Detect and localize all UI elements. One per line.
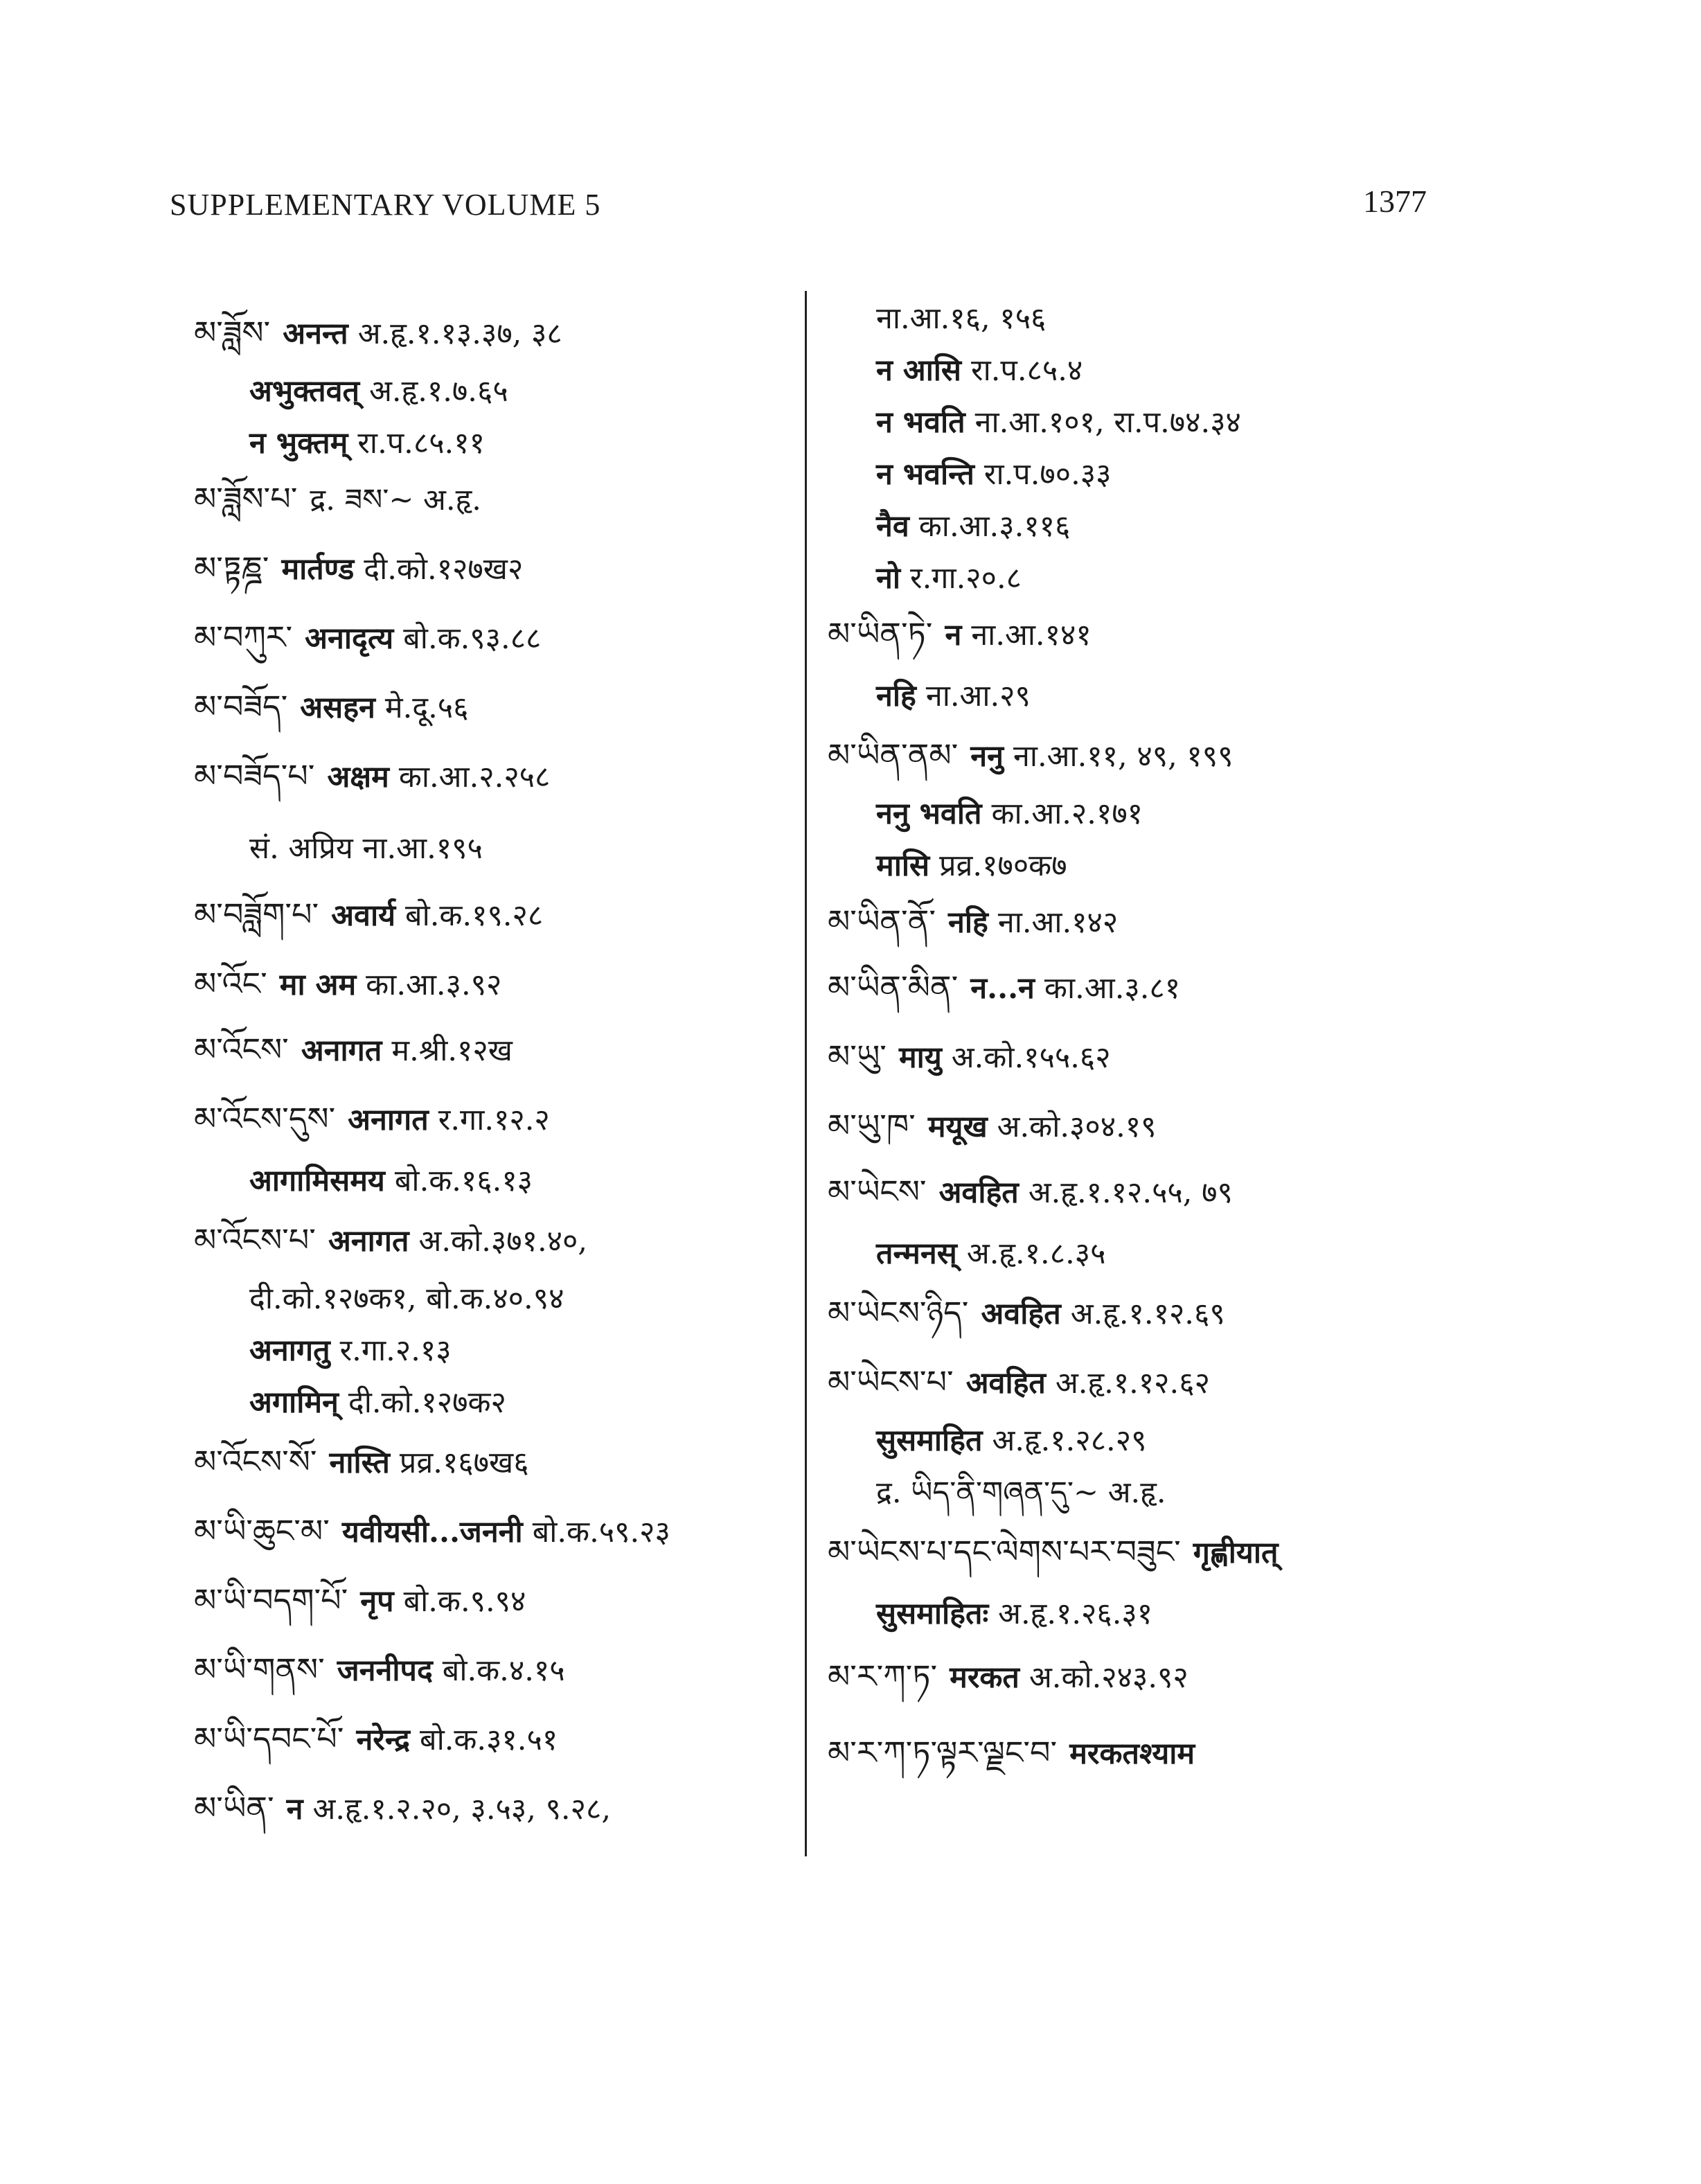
source-reference: ना.आ.१६, १५६ — [876, 301, 1047, 336]
dictionary-subentry — [876, 506, 1070, 547]
dictionary-entry — [828, 1655, 1188, 1698]
dictionary-entry — [194, 1579, 526, 1622]
sanskrit-equivalent: मयूख — [927, 1110, 988, 1144]
source-reference: अ.हृ.१.२.२०, ३.५३, ९.२८, — [312, 1792, 611, 1827]
sanskrit-equivalent: अक्षम — [327, 760, 389, 794]
sanskrit-equivalent: ननु भवति — [876, 797, 982, 831]
running-title: SUPPLEMENTARY VOLUME 5 — [170, 188, 601, 222]
source-reference: अ.को.१५५.६२ — [951, 1040, 1111, 1075]
dictionary-subentry — [249, 1330, 452, 1371]
tibetan-headword: མ་ཡུ་ — [828, 1038, 887, 1075]
tibetan-headword: མ་ཡེངས་པ་དང་ལེགས་པར་བཟུང་ — [828, 1533, 1181, 1570]
tibetan-headword: མ་ཡེངས་ — [828, 1173, 927, 1210]
dictionary-entry — [194, 963, 501, 1006]
source-reference: रा.प.८५.४ — [971, 353, 1083, 388]
tibetan-headword: མ་ར་ཀ་ཏ་ལྟར་ལྗང་བ་ — [828, 1734, 1058, 1771]
dictionary-subentry — [876, 793, 1143, 835]
source-reference: दी.को.१२७क१, बो.क.४०.९४ — [249, 1281, 564, 1316]
tibetan-headword: མ་ཡིན་ཏེ་ — [828, 615, 933, 652]
dictionary-entry — [828, 1171, 1233, 1214]
dictionary-entry — [194, 1098, 550, 1141]
source-reference: र.गा.१२.२ — [438, 1103, 550, 1137]
dictionary-subentry — [876, 1233, 1105, 1275]
sanskrit-equivalent: सुसमाहित — [876, 1423, 983, 1458]
sanskrit-equivalent: सुसमाहितः — [876, 1597, 989, 1631]
source-reference: अ.हृ.१.७.६५ — [369, 374, 508, 409]
tibetan-headword: མ་འོངས་དུས་ — [194, 1100, 336, 1137]
sanskrit-equivalent: न भुक्तम् — [249, 426, 348, 461]
tibetan-headword: མ་བཟློག་པ་ — [194, 896, 319, 933]
tibetan-headword: མ་ཡིན་ནམ་ — [828, 736, 959, 774]
sanskrit-equivalent: नास्ति — [329, 1446, 390, 1480]
source-reference: ना.आ.१४१ — [971, 618, 1092, 652]
dictionary-subentry — [249, 828, 483, 869]
source-reference: बो.क.१६.१३ — [394, 1164, 533, 1198]
sanskrit-equivalent: तन्मनस् — [876, 1236, 957, 1271]
sanskrit-equivalent: नृप — [360, 1584, 394, 1619]
sanskrit-equivalent: मरकत — [950, 1660, 1019, 1695]
dictionary-entry — [194, 1787, 611, 1830]
source-reference: अ.को.२४३.९२ — [1028, 1660, 1188, 1695]
dictionary-subentry — [876, 350, 1083, 391]
sanskrit-equivalent: अनागतु — [249, 1333, 330, 1368]
dictionary-subentry — [876, 298, 1046, 339]
source-reference: अ.हृ.१.१३.३७, ३८ — [357, 317, 562, 351]
tibetan-headword: མ་བཟོད་ — [194, 688, 288, 725]
sanskrit-equivalent: अनादृत्य — [305, 621, 394, 656]
dictionary-entry — [828, 900, 1118, 943]
sanskrit-equivalent: न भवति — [876, 405, 965, 440]
dictionary-subentry — [876, 402, 1241, 443]
source-reference: अ.हृ.१.२८.२९ — [992, 1423, 1147, 1458]
dictionary-entry — [194, 894, 543, 936]
source-reference: बो.क.५९.२३ — [532, 1515, 670, 1550]
tibetan-headword: མ་ཡི་དབང་པོ་ — [194, 1720, 344, 1757]
tibetan-headword: མ་ཡི་བདག་པོ་ — [194, 1581, 348, 1619]
sanskrit-equivalent: अनन्त — [283, 317, 348, 351]
tibetan-headword: མ་འོངས་ — [194, 1031, 289, 1068]
tibetan-headword: མ་ཡི་ཆུང་མ་ — [194, 1512, 330, 1550]
source-reference: का.आ.२.२५८ — [398, 760, 551, 794]
tibetan-headword: མ་བཀུར་ — [194, 619, 293, 656]
tibetan-headword: མ་འོངས་སོ་ — [194, 1443, 317, 1480]
sanskrit-equivalent: अनागत — [348, 1103, 429, 1137]
source-reference: अ.हृ.१.२६.३१ — [998, 1597, 1153, 1631]
source-reference: अ.हृ.१.१२.६९ — [1070, 1297, 1225, 1331]
column-divider — [805, 291, 807, 1856]
tibetan-headword: མ་བཟོད་པ་ — [194, 757, 315, 794]
source-reference: र.गा.२.१३ — [339, 1333, 452, 1368]
sanskrit-equivalent: न भवन्ति — [876, 457, 974, 492]
dictionary-entry — [194, 1649, 565, 1692]
source-reference: अ.को.३०४.१९ — [997, 1110, 1157, 1144]
dictionary-entry — [828, 734, 1234, 777]
sanskrit-equivalent: अगामिन् — [249, 1385, 339, 1420]
dictionary-entry — [194, 547, 523, 590]
dictionary-entry — [828, 1292, 1225, 1335]
sanskrit-equivalent: अवहित — [965, 1366, 1046, 1401]
dictionary-entry — [194, 616, 541, 659]
source-reference: प्रव्र.१६७ख६ — [399, 1446, 529, 1480]
dictionary-entry — [194, 1718, 558, 1761]
dictionary-subentry — [876, 454, 1111, 495]
source-reference: अ.हृ.१.१२.५५, ७९ — [1028, 1175, 1233, 1210]
cross-reference: सं. अप्रिय ना.आ.१९५ — [249, 831, 483, 866]
dictionary-entry — [828, 1361, 1210, 1404]
tibetan-headword: མ་ཡིན་ — [194, 1789, 274, 1827]
tibetan-headword: མ་ཟློས་ — [194, 314, 271, 351]
source-reference: दी.को.१२७ख२ — [364, 552, 524, 587]
tibetan-headword: མ་ཟློས་པ་ — [194, 480, 298, 517]
dictionary-subentry — [249, 371, 508, 412]
sanskrit-equivalent: जननीपद — [337, 1653, 433, 1688]
source-reference: का.आ.२.१७१ — [991, 797, 1143, 831]
tibetan-headword: མ་ར་ཀ་ཏ་ — [828, 1658, 938, 1695]
source-reference: बो.क.३१.५१ — [420, 1723, 558, 1757]
sanskrit-equivalent: अनागत — [328, 1224, 409, 1259]
source-reference: ना.आ.११, ४९, १९९ — [1013, 739, 1234, 774]
sanskrit-equivalent: मार्तण्ड — [281, 552, 355, 587]
dictionary-entry — [828, 966, 1180, 1009]
dictionary-subentry — [876, 1472, 1166, 1513]
sanskrit-equivalent: मासि — [876, 849, 930, 883]
dictionary-entry — [194, 686, 469, 729]
tibetan-headword: མ་ཡེངས་ཉིད་ — [828, 1294, 969, 1331]
tibetan-headword: མ་འོང་ — [194, 965, 267, 1002]
sanskrit-equivalent: नरेन्द्र — [356, 1723, 411, 1757]
dictionary-entry — [828, 613, 1092, 656]
source-reference: अ.हृ.१.१२.६२ — [1055, 1366, 1210, 1401]
sanskrit-equivalent: अवहित — [938, 1175, 1019, 1210]
source-reference: बो.क.४.१५ — [442, 1653, 565, 1688]
dictionary-subentry — [876, 558, 1022, 599]
cross-reference: द्र. ཡིད་ནི་གཞན་དུ་~ अ.हृ. — [876, 1475, 1166, 1510]
source-reference: का.आ.३.८१ — [1044, 971, 1181, 1006]
source-reference: प्रव्र.१७०क७ — [939, 849, 1067, 883]
dictionary-entry — [194, 1219, 587, 1262]
sanskrit-equivalent: आगामिसमय — [249, 1164, 385, 1198]
source-reference: ना.आ.१४२ — [997, 905, 1119, 940]
source-reference: बो.क.९.९४ — [403, 1584, 526, 1619]
sanskrit-equivalent: अनागत — [301, 1033, 382, 1068]
sanskrit-equivalent: मा अम — [279, 968, 357, 1002]
dictionary-subentry — [876, 675, 1031, 717]
source-reference: ना.आ.१०१, रा.प.७४.३४ — [974, 405, 1241, 440]
dictionary-entry — [194, 1510, 670, 1553]
dictionary-entry — [194, 478, 481, 521]
sanskrit-equivalent: नो — [876, 561, 901, 596]
source-reference: मे.दू.५६ — [384, 691, 469, 725]
dictionary-subentry — [249, 423, 485, 464]
sanskrit-equivalent: न...न — [970, 971, 1035, 1006]
source-reference: रा.प.८५.११ — [357, 426, 485, 461]
sanskrit-equivalent: मायु — [898, 1040, 942, 1075]
tibetan-headword: མ་འོངས་པ་ — [194, 1221, 316, 1259]
sanskrit-equivalent: गृह्णीयात् — [1193, 1536, 1279, 1570]
sanskrit-equivalent: ननु — [970, 739, 1004, 774]
dictionary-subentry — [876, 845, 1067, 887]
dictionary-subentry — [876, 1420, 1146, 1462]
tibetan-headword: མ་ཏྟཎྜ་ — [194, 549, 269, 587]
sanskrit-equivalent: नहि — [876, 679, 916, 713]
sanskrit-equivalent: अवार्य — [331, 898, 396, 933]
sanskrit-equivalent: नहि — [948, 905, 988, 940]
dictionary-entry — [194, 1029, 513, 1072]
source-reference: र.गा.२०.८ — [910, 561, 1022, 596]
source-reference: रा.प.७०.३३ — [983, 457, 1112, 492]
tibetan-headword: མ་ཡུ་ཁ་ — [828, 1107, 916, 1144]
source-reference: दी.को.१२७क२ — [348, 1385, 506, 1420]
sanskrit-equivalent: अभुक्तवत् — [249, 374, 360, 409]
sanskrit-equivalent: न — [286, 1792, 303, 1827]
dictionary-entry — [194, 312, 562, 355]
source-reference: बो.क.१९.२८ — [405, 898, 544, 933]
dictionary-entry — [828, 1732, 1204, 1775]
source-reference: ना.आ.२९ — [925, 679, 1031, 713]
source-reference: द्र. ཟས་~ अ.हृ. — [310, 483, 481, 517]
dictionary-entry — [194, 755, 550, 798]
dictionary-subentry — [249, 1160, 533, 1202]
sanskrit-equivalent: अवहित — [981, 1297, 1061, 1331]
dictionary-subentry — [876, 1593, 1152, 1635]
source-reference: का.आ.३.९२ — [366, 968, 502, 1002]
source-reference: का.आ.३.११६ — [918, 509, 1071, 544]
sanskrit-equivalent: न — [945, 618, 962, 652]
tibetan-headword: མ་ཡི་གནས་ — [194, 1651, 325, 1688]
source-reference: बो.क.९३.८८ — [403, 621, 542, 656]
dictionary-entry — [828, 1036, 1111, 1078]
dictionary-subentry — [249, 1278, 564, 1320]
sanskrit-equivalent: मरकतश्याम — [1069, 1737, 1195, 1771]
sanskrit-equivalent: न आसि — [876, 353, 961, 388]
source-reference: अ.को.३७१.४०, — [418, 1224, 588, 1259]
dictionary-entry — [828, 1531, 1288, 1574]
source-reference: म.श्री.१२ख — [391, 1033, 513, 1068]
sanskrit-equivalent: नैव — [876, 509, 909, 544]
tibetan-headword: མ་ཡིན་མིན་ — [828, 968, 959, 1006]
page-number: 1377 — [1363, 184, 1427, 219]
source-reference: अ.हृ.१.८.३५ — [966, 1236, 1106, 1271]
tibetan-headword: མ་ཡེངས་པ་ — [828, 1363, 954, 1401]
sanskrit-equivalent: असहन — [300, 691, 375, 725]
dictionary-entry — [828, 1105, 1156, 1148]
dictionary-subentry — [249, 1382, 506, 1423]
tibetan-headword: མ་ཡིན་ནོ་ — [828, 903, 936, 940]
sanskrit-equivalent: यवीयसी...जननी — [341, 1515, 523, 1550]
dictionary-entry — [194, 1441, 529, 1484]
